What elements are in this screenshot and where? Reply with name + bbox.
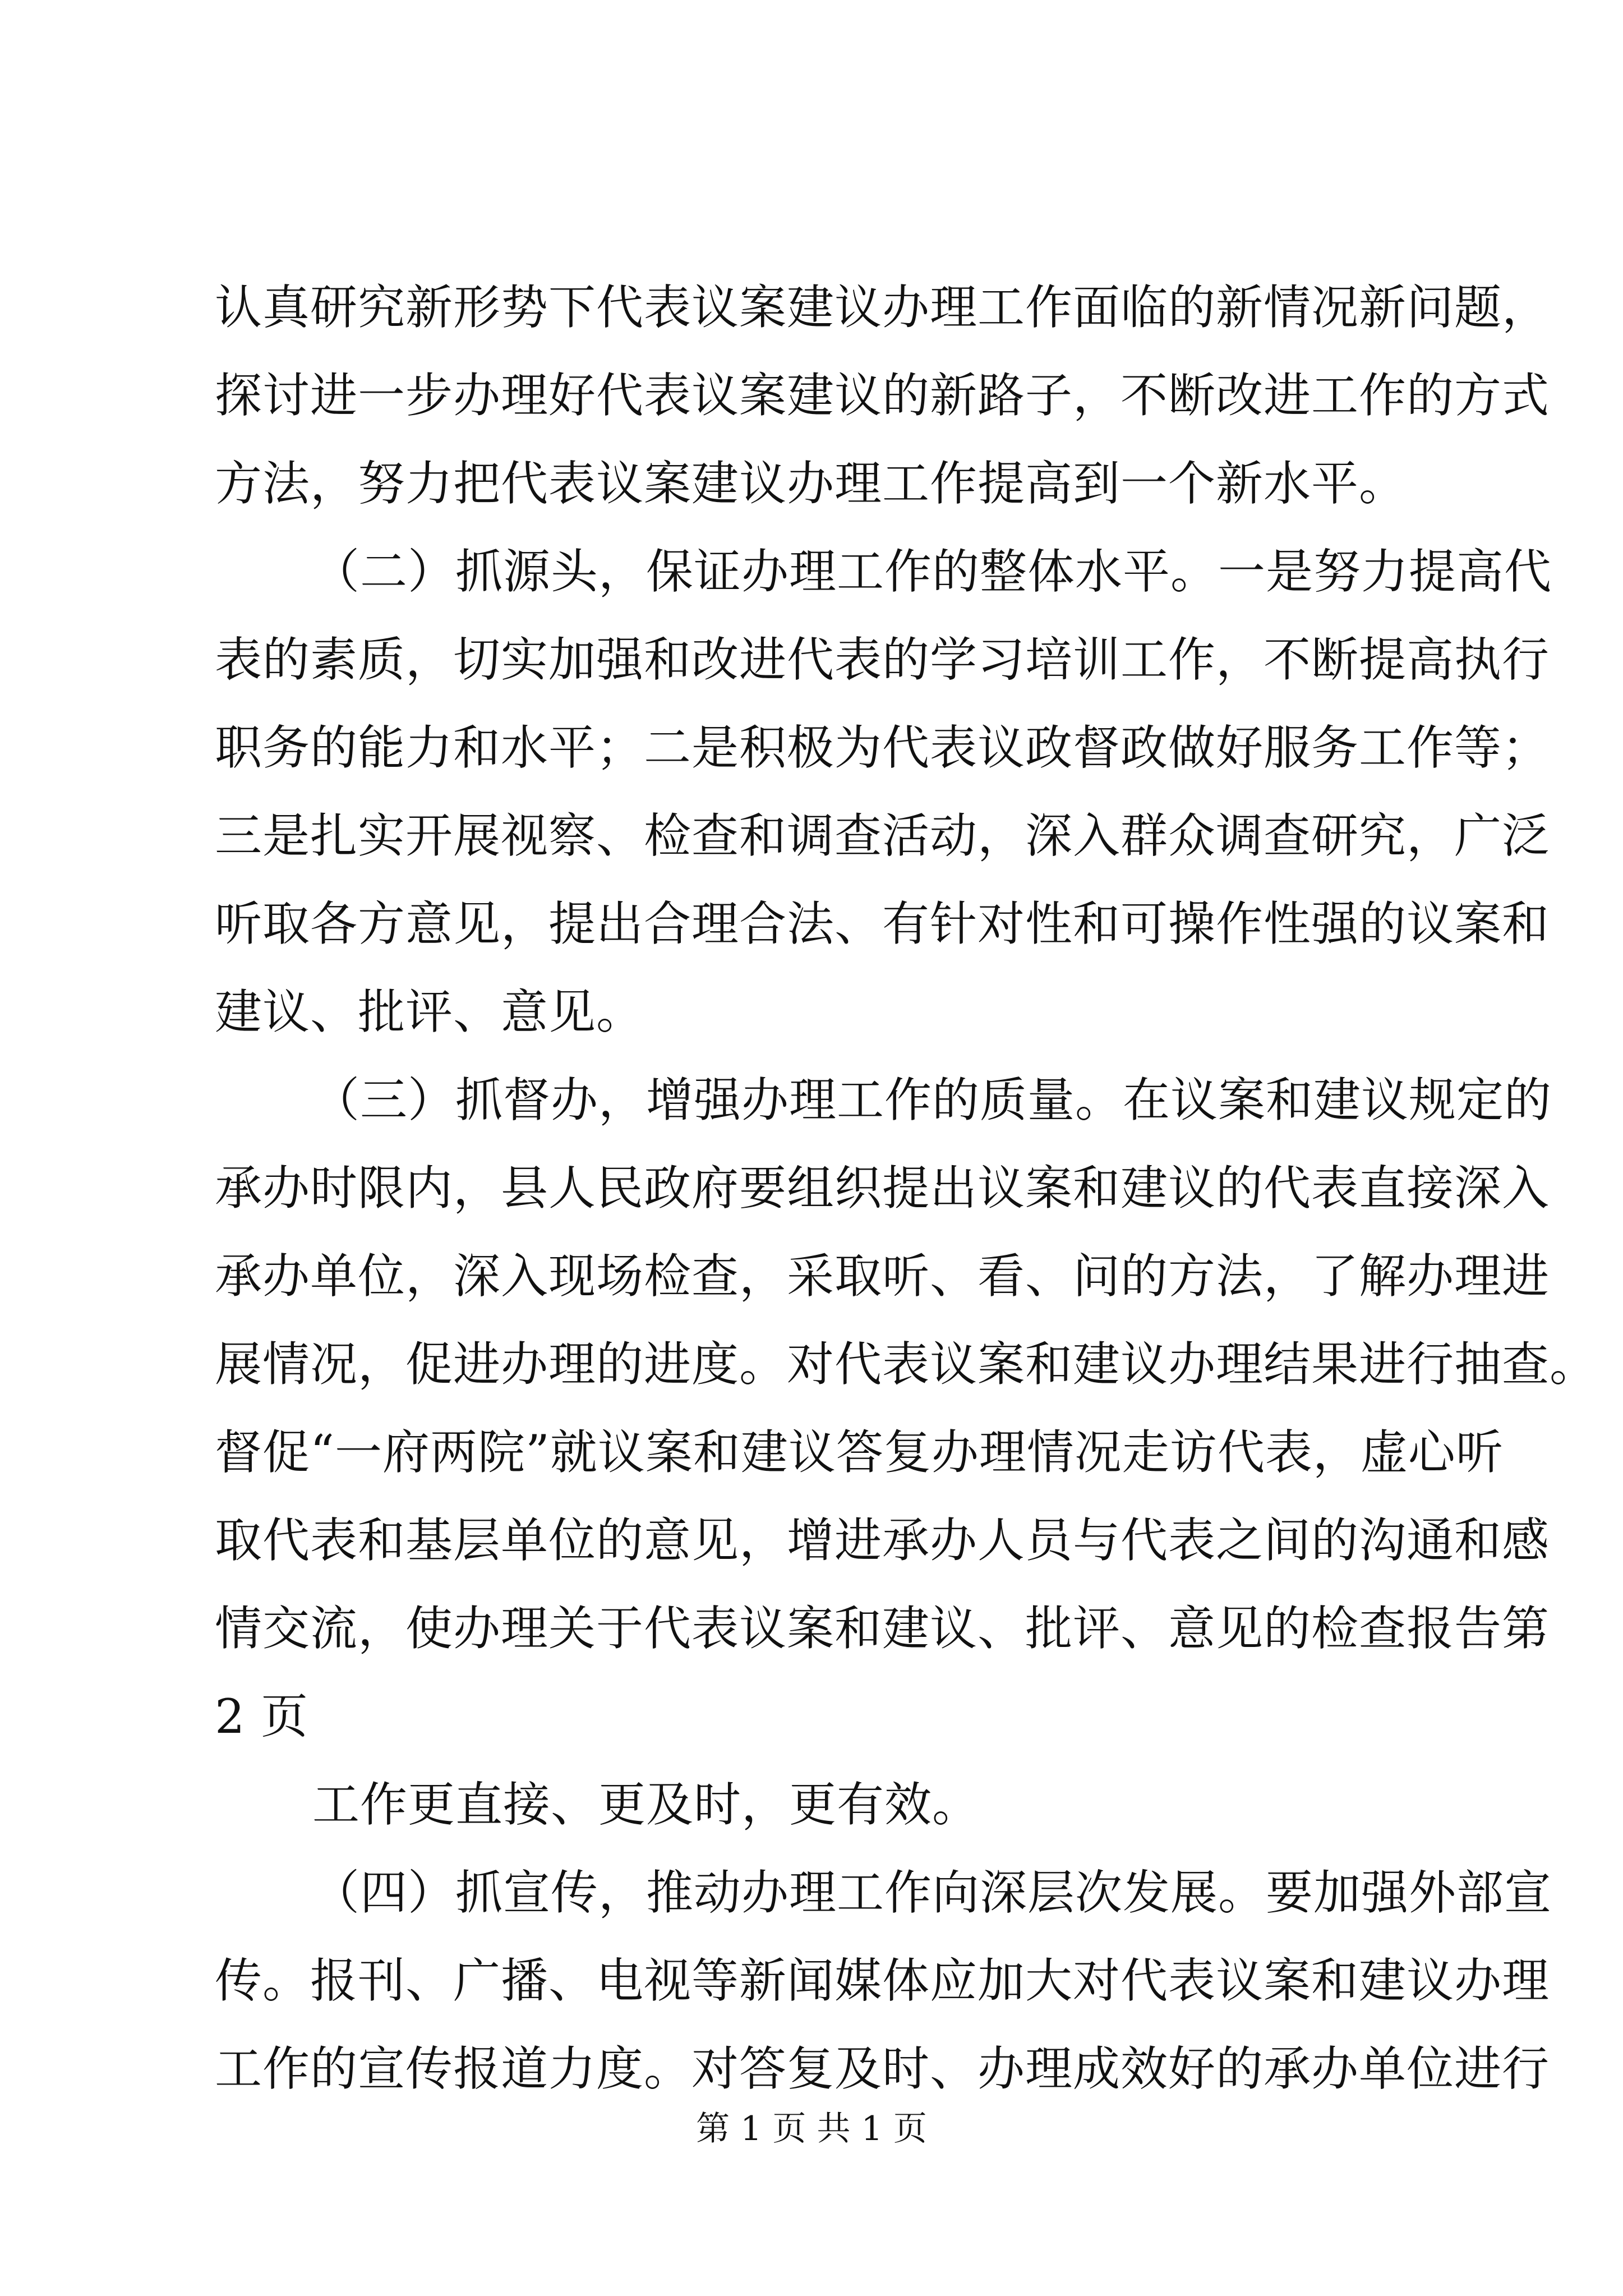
text-line: 听取各方意见，提出合理合法、有针对性和可操作性强的议案和 — [215, 896, 1550, 951]
text-line: 工作的宣传报道力度。对答复及时、办理成效好的承办单位进行 — [215, 2041, 1550, 2096]
text-line: 工作更直接、更及时，更有效。 — [312, 1777, 980, 1832]
text-line: 展情况，促进办理的进度。对代表议案和建议办理结果进行抽查。 — [215, 1337, 1598, 1392]
text-line: 表的素质，切实加强和改进代表的学习培训工作，不断提高执行 — [215, 632, 1550, 687]
text-line: 探讨进一步办理好代表议案建议的新路子，不断改进工作的方式 — [215, 368, 1550, 423]
text-line: 建议、批评、意见。 — [215, 984, 644, 1039]
inline-page-marker: 2 页 — [215, 1689, 309, 1744]
page-footer: 第 1 页 共 1 页 — [696, 2109, 927, 2148]
text-line: 职务的能力和水平；二是积极为代表议政督政做好服务工作等； — [215, 720, 1550, 775]
text-line: 承办单位，深入现场检查，采取听、看、问的方法，了解办理进 — [215, 1249, 1550, 1304]
text-line: 取代表和基层单位的意见，增进承办人员与代表之间的沟通和感 — [215, 1513, 1550, 1568]
text-line: 情交流，使办理关于代表议案和建议、批评、意见的检查报告第 — [215, 1601, 1550, 1656]
text-line: 传。报刊、广播、电视等新闻媒体应加大对代表议案和建议办理 — [215, 1953, 1550, 2008]
paragraph-heading-3: （三）抓督办，增强办理工作的质量。在议案和建议规定的 — [312, 1073, 1552, 1128]
text-line: 认真研究新形势下代表议案建议办理工作面临的新情况新问题， — [215, 280, 1550, 335]
paragraph-heading-4: （四）抓宣传，推动办理工作向深层次发展。要加强外部宣 — [312, 1865, 1552, 1920]
document-body — [215, 264, 1598, 2113]
paragraph-heading-2: （二）抓源头，保证办理工作的整体水平。一是努力提高代 — [312, 544, 1552, 599]
text-line: 方法，努力把代表议案建议办理工作提高到一个新水平。 — [215, 456, 1407, 511]
text-line: 督促“一府两院”就议案和建议答复办理情况走访代表，虚心听 — [215, 1425, 1504, 1480]
text-line: 三是扎实开展视察、检查和调查活动，深入群众调查研究，广泛 — [215, 808, 1550, 863]
text-line: 承办时限内，县人民政府要组织提出议案和建议的代表直接深入 — [215, 1161, 1550, 1216]
